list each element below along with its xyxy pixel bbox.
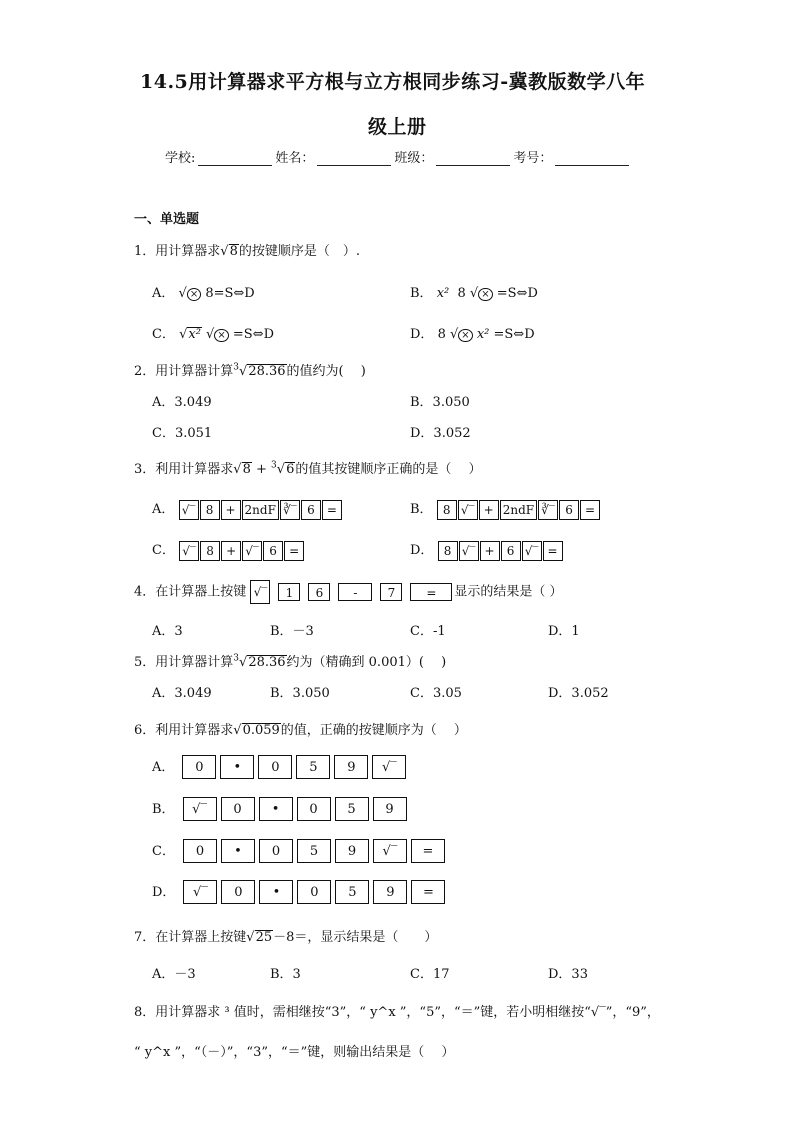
q7-option-b[interactable]: B．3: [270, 967, 301, 982]
question-2: 2．用计算器计算$^3$√28.36的值约为( ): [134, 362, 366, 379]
key-0: 0: [258, 755, 292, 779]
key-7: 7: [380, 583, 402, 601]
q2-text: 2．用计算器计算: [134, 364, 234, 379]
school-field[interactable]: [198, 153, 272, 166]
key-0: 0: [297, 797, 331, 821]
q5-option-a[interactable]: A．3.049: [152, 686, 212, 701]
key-0: 0: [297, 880, 331, 904]
class-field[interactable]: [436, 153, 510, 166]
key-1: 1: [278, 583, 300, 601]
sqrt-key: √‾: [373, 839, 407, 863]
sqrt-key: √‾: [179, 541, 199, 561]
q5-option-d[interactable]: D．3.052: [548, 686, 609, 701]
option-letter: A．: [152, 759, 175, 775]
option-letter: C．: [152, 543, 175, 558]
key-9: 9: [373, 797, 407, 821]
option-letter: A．: [152, 502, 175, 517]
x-squared: x²: [188, 327, 201, 342]
q4-text-end: 显示的结果是（ ）: [454, 584, 563, 600]
key-dot: •: [220, 755, 254, 779]
sqrt-key: √‾: [183, 797, 217, 821]
key-6: 6: [301, 500, 321, 520]
q3-rad-8: 8: [242, 462, 251, 477]
q3-option-a[interactable]: [152, 498, 343, 520]
school-label: 学校:: [165, 151, 196, 166]
student-info: [165, 147, 632, 166]
key-5: 5: [335, 797, 369, 821]
q3-text: 3．利用计算器求: [134, 462, 234, 477]
key-2ndf: 2ndF: [242, 500, 279, 520]
q1-option-d[interactable]: D． 8 √ × x² =S⇔D: [410, 327, 535, 342]
option-letter: A．: [152, 286, 175, 301]
q5-option-c[interactable]: C．3.05: [410, 686, 462, 701]
key-8: 8: [437, 500, 457, 520]
q7-option-a[interactable]: A．－3: [152, 967, 196, 982]
q3-text-end: 的值其按键顺序正确的是（ ）: [295, 462, 482, 477]
q6-text-end: 的值，正确的按键顺序为（ ）: [280, 723, 467, 738]
q7-text-end: －8＝，显示结果是（ ）: [273, 930, 438, 945]
key-equals: =: [410, 583, 452, 601]
key-dot: •: [259, 797, 293, 821]
q5-text: 5．用计算器计算: [134, 655, 234, 670]
q5-option-b[interactable]: B．3.050: [270, 686, 330, 701]
q1-d-key: 8: [437, 327, 446, 342]
key-6: 6: [559, 500, 579, 520]
key-6: 6: [501, 541, 521, 561]
cbrt-key: ∛‾: [280, 500, 300, 520]
key-dot: •: [221, 839, 255, 863]
key-plus: +: [221, 500, 241, 520]
id-label: 考号：: [513, 151, 553, 166]
option-letter: B．: [410, 502, 433, 517]
q7-option-c[interactable]: C．17: [410, 967, 450, 982]
key-9: 9: [373, 880, 407, 904]
option-letter: B．: [152, 801, 175, 817]
x-squared: x²: [436, 286, 450, 301]
q1-text: 1．用计算器求: [134, 244, 221, 259]
option-letter: B．: [410, 286, 433, 301]
q1-option-a[interactable]: A． √ × 8=S⇔D: [152, 286, 255, 301]
question-8-line-2: “ y^x ”，“（－）”，“3”，“＝”键，则输出结果是（ ）: [134, 1045, 455, 1060]
key-equals: =: [322, 500, 342, 520]
sqrt-key: √‾: [242, 541, 262, 561]
q2-option-c[interactable]: C．3.051: [152, 426, 213, 441]
sqrt-key: √‾: [459, 541, 479, 561]
question-6: 6．利用计算器求√0.059的值，正确的按键顺序为（ ）: [134, 723, 467, 738]
key-0: 0: [221, 797, 255, 821]
key-5: 5: [335, 880, 369, 904]
class-label: 班级：: [394, 151, 434, 166]
cbrt-key: ∛‾: [538, 500, 558, 520]
q1-b-keys: =S⇔D: [496, 286, 538, 301]
q6-option-b[interactable]: [152, 797, 411, 821]
sqrt-key: √‾: [372, 755, 406, 779]
question-1: 1．用计算器求√8的按键顺序是（ ）.: [134, 244, 360, 259]
q7-text: 7．在计算器上按键: [134, 930, 247, 945]
option-letter: C．: [152, 327, 175, 342]
key-equals: =: [580, 500, 600, 520]
question-7: 7．在计算器上按键√25－8＝，显示结果是（ ）: [134, 930, 438, 945]
name-field[interactable]: [317, 153, 391, 166]
key-5: 5: [297, 839, 331, 863]
key-0: 0: [182, 755, 216, 779]
key-0: 0: [259, 839, 293, 863]
sqrt-key: √‾: [183, 880, 217, 904]
id-field[interactable]: [555, 153, 629, 166]
q1-d-keys: =S⇔D: [493, 327, 535, 342]
q6-option-c[interactable]: [152, 839, 449, 863]
q2-option-d[interactable]: D．3.052: [410, 426, 471, 441]
key-8: 8: [200, 500, 220, 520]
q2-option-b[interactable]: B．3.050: [410, 395, 470, 410]
q1-c-keys: =S⇔D: [232, 327, 274, 342]
q3-option-b[interactable]: [410, 498, 601, 520]
key-equals: =: [543, 541, 563, 561]
key-9: 9: [335, 839, 369, 863]
key-2ndf: 2ndF: [500, 500, 537, 520]
q5-radicand: 28.36: [248, 655, 286, 670]
q4-option-d[interactable]: D．1: [548, 624, 580, 639]
q6-option-d[interactable]: [152, 880, 449, 904]
x-squared: x²: [476, 327, 490, 342]
q4-option-b[interactable]: B．－3: [270, 624, 314, 639]
title-line-1: 14.5用计算器求平方根与立方根同步练习-冀教版数学八年: [140, 71, 646, 93]
q2-text-end: 的值约为( ): [286, 364, 366, 379]
q1-option-c[interactable]: C． √x² √ × =S⇔D: [152, 327, 274, 342]
key-equals: =: [284, 541, 304, 561]
section-heading: 一、单选题: [134, 212, 200, 227]
key-8: 8: [200, 541, 220, 561]
key-5: 5: [296, 755, 330, 779]
sqrt-key: √‾: [250, 580, 270, 604]
q1-option-b[interactable]: B． x² 8 √ × =S⇔D: [410, 286, 538, 301]
q3-rad-6: 6: [286, 462, 295, 477]
key-plus: +: [221, 541, 241, 561]
key-9: 9: [334, 755, 368, 779]
option-letter: D．: [410, 327, 434, 342]
q2-option-a[interactable]: A．3.049: [152, 395, 212, 410]
name-label: 姓名：: [275, 151, 315, 166]
title-line-2: 级上册: [368, 116, 427, 138]
q4-option-a[interactable]: A．3: [152, 624, 183, 639]
sqrt-key: √‾: [179, 500, 199, 520]
key-8: 8: [438, 541, 458, 561]
question-8-line-1: 8．用计算器求 ³ 值时，需相继按“3”，“ y^x ”，“5”，“＝”键，若小明相继按“√‾”，“9”，: [134, 1005, 660, 1020]
q4-text: 4．在计算器上按键: [134, 584, 247, 600]
option-letter: D．: [152, 884, 176, 900]
q5-text-end: 约为（精确到 0.001）( ): [286, 655, 447, 670]
q1-a-keys: 8=S⇔D: [205, 286, 255, 301]
question-4: [134, 580, 563, 604]
q1-b-key: 8: [457, 286, 466, 301]
key-equals: =: [411, 880, 445, 904]
q3-option-d[interactable]: [410, 539, 564, 561]
key-plus: +: [479, 500, 499, 520]
key-0: 0: [183, 839, 217, 863]
q7-radicand: 25: [255, 930, 273, 945]
sqrt-key: √‾: [458, 500, 478, 520]
q4-option-c[interactable]: C．-1: [410, 624, 446, 639]
sqrt-key: √‾: [522, 541, 542, 561]
option-letter: D．: [410, 543, 434, 558]
key-6: 6: [308, 583, 330, 601]
q1-text-end: 的按键顺序是（ ）.: [238, 244, 360, 259]
key-plus: +: [480, 541, 500, 561]
q2-radicand: 28.36: [248, 364, 286, 379]
option-letter: C．: [152, 843, 175, 859]
question-3: 3．利用计算器求√8 + $^3$√6的值其按键顺序正确的是（ ）: [134, 460, 482, 477]
question-5: 5．用计算器计算$^3$√28.36约为（精确到 0.001）( ): [134, 653, 447, 670]
key-minus: -: [338, 583, 372, 601]
q3-option-c[interactable]: [152, 539, 305, 561]
q6-radicand: 0.059: [242, 723, 280, 738]
key-6: 6: [263, 541, 283, 561]
key-equals: =: [411, 839, 445, 863]
q1-radicand: 8: [229, 244, 238, 259]
key-0: 0: [221, 880, 255, 904]
q6-text: 6．利用计算器求: [134, 723, 234, 738]
q7-option-d[interactable]: D．33: [548, 967, 588, 982]
key-dot: •: [259, 880, 293, 904]
q6-option-a[interactable]: [152, 755, 410, 779]
